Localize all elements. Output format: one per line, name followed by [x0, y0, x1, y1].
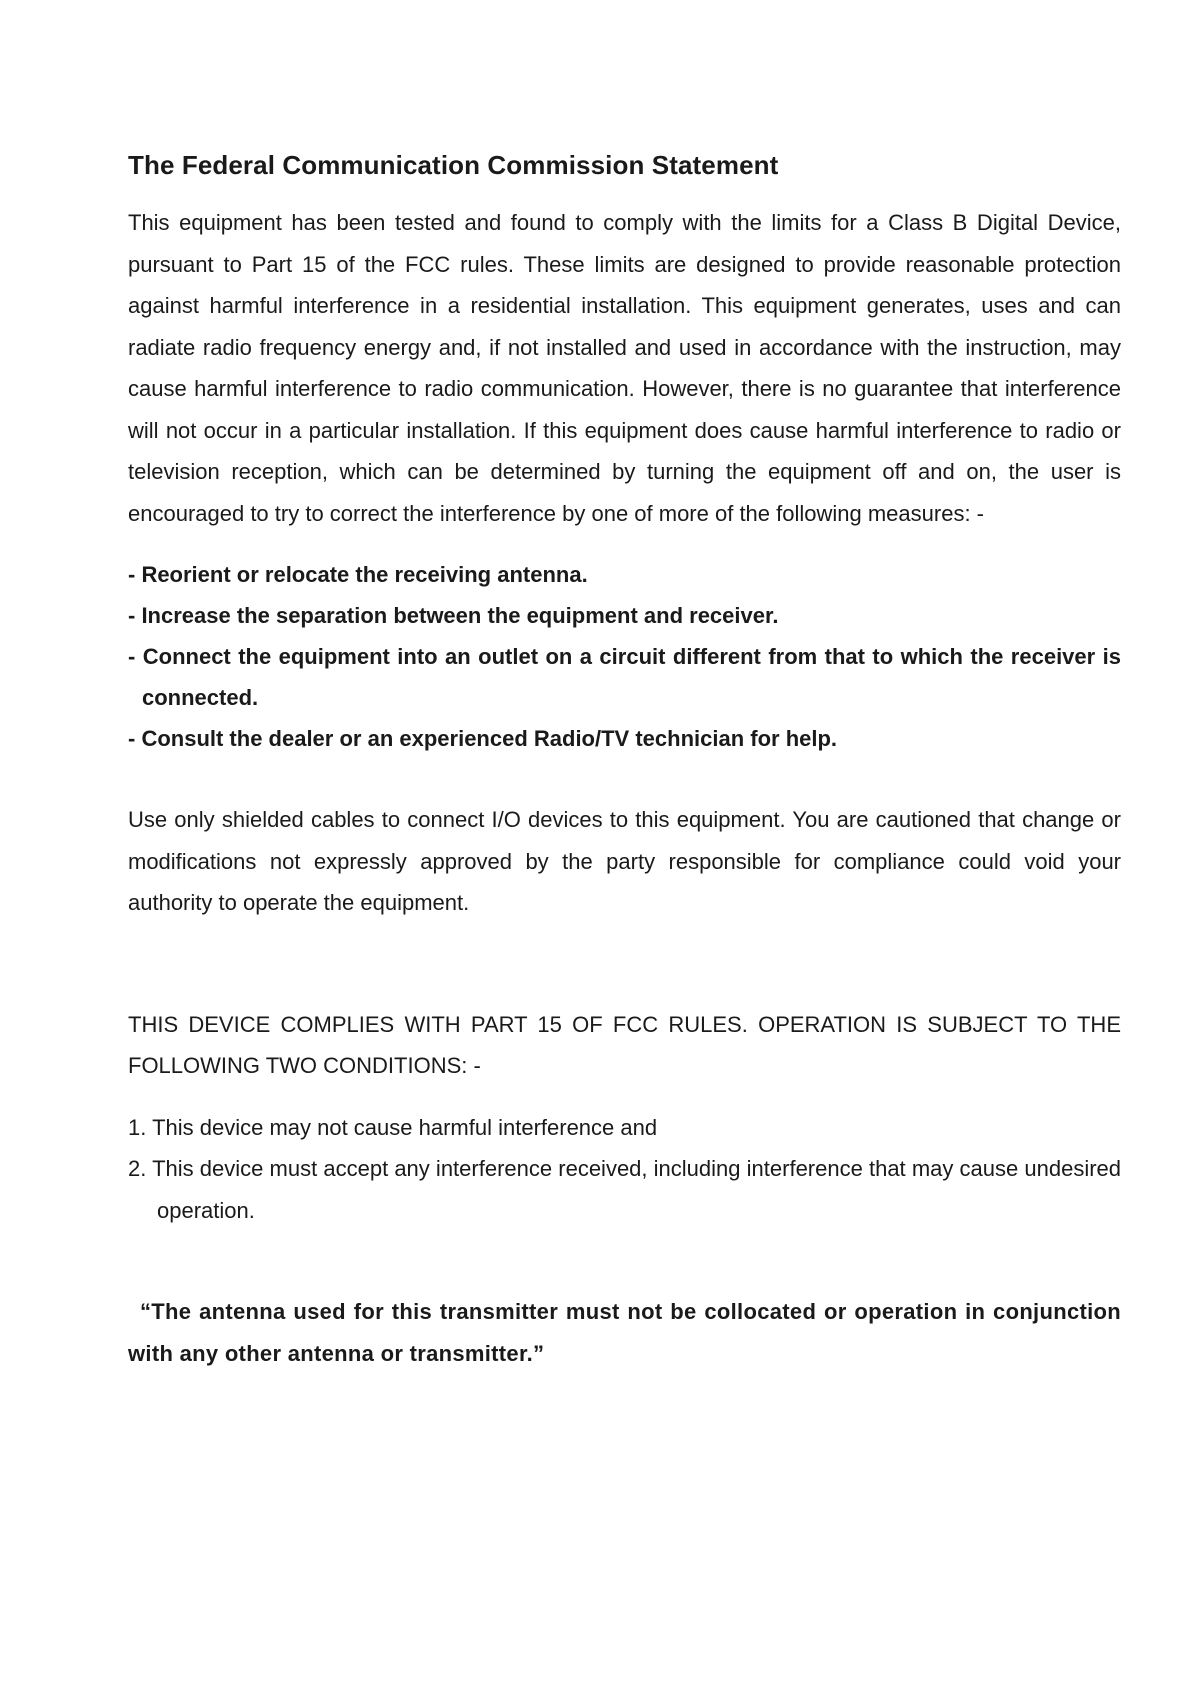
condition-item-1: 1. This device may not cause harmful interference and — [128, 1114, 658, 1140]
cables-paragraph: Use only shielded cables to connect I/O devices to this equipment. You are cautioned that change or modifications not expressly approved by the party responsible for compliance could void your authority to operate the equipment. — [128, 807, 1121, 915]
measures-list — [128, 554, 1121, 759]
document-body — [128, 148, 1121, 1396]
conditions-list — [128, 1107, 1121, 1232]
page-title: The Federal Communication Commission Statement — [128, 150, 779, 180]
condition-item-2: 2. This device must accept any interference received, including interference that may cause undesired operation. — [128, 1156, 1121, 1223]
measure-item-consult: - Consult the dealer or an experienced Radio/TV technician for help. — [128, 726, 838, 751]
measure-item-reorient: - Reorient or relocate the receiving antenna. — [128, 562, 588, 587]
measure-item-separation: - Increase the separation between the equipment and receiver. — [128, 603, 779, 628]
intro-paragraph: This equipment has been tested and found to comply with the limits for a Class B Digital Device, pursuant to Part 15 of the FCC rules. These limits are designed to provide reasonable protection against harmful interference in a residential installation. This equipment generates, uses and can radiate radio frequency energy and, if not installed and used in accordance with the instruction, may cause harmful interference to radio communication. However, there is no guarantee that interference will not occur in a particular installation. If this equipment does cause harmful interference to radio or television reception, which can be determined by turning the equipment off and on, the user is encouraged to try to correct the interference by one of more of the following measures: - — [128, 210, 1121, 526]
antenna-quote: “The antenna used for this transmitter must not be collocated or operation in conjunction with any other antenna or transmitter.” — [128, 1299, 1121, 1366]
measure-item-outlet: - Connect the equipment into an outlet on a circuit different from that to which the receiver is connected. — [128, 644, 1121, 710]
compliance-paragraph: THIS DEVICE COMPLIES WITH PART 15 OF FCC RULES. OPERATION IS SUBJECT TO THE FOLLOWING TWO CONDITIONS: - — [128, 1011, 1121, 1078]
